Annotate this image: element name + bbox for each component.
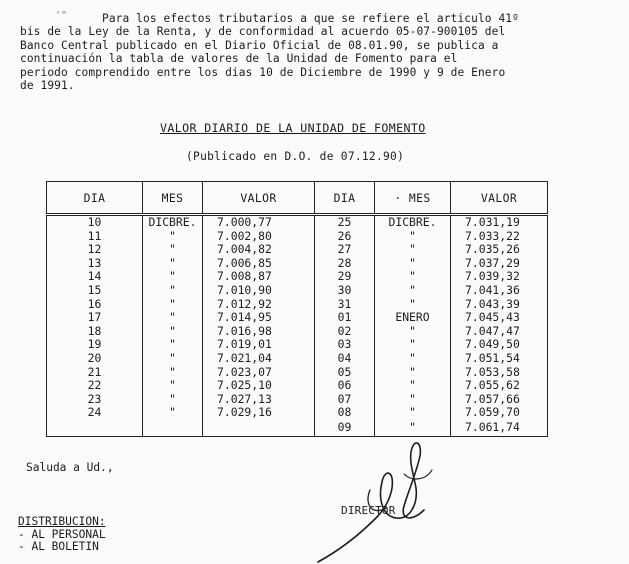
intro-line: continuación la tabla de valores de la Unidad de Fomento para el xyxy=(20,52,458,66)
cell-mes: " xyxy=(143,325,203,339)
cell-dia: 23 xyxy=(47,393,143,407)
table-row xyxy=(47,270,548,284)
header-valor: VALOR xyxy=(203,182,315,215)
cell-valor: 7.023,07 xyxy=(203,366,315,380)
cell-dia: 09 xyxy=(315,420,375,437)
cell-valor: 7.006,85 xyxy=(203,257,315,271)
table-row xyxy=(47,366,548,380)
table-row xyxy=(47,325,548,339)
cell-mes: " xyxy=(143,352,203,366)
distribution-item: - AL PERSONAL xyxy=(18,527,106,541)
cell-valor: 7.037,29 xyxy=(451,257,548,271)
cell-mes: " xyxy=(143,284,203,298)
cell-dia: 13 xyxy=(47,257,143,271)
table-row xyxy=(47,379,548,393)
cell-mes: DICBRE. xyxy=(375,215,451,230)
cell-dia: 05 xyxy=(315,366,375,380)
distribution-list xyxy=(18,516,106,554)
cell-valor: 7.004,82 xyxy=(203,243,315,257)
cell-dia: 15 xyxy=(47,284,143,298)
cell-mes: ENERO xyxy=(375,311,451,325)
cell-dia: 28 xyxy=(315,257,375,271)
cell-valor: 7.019,01 xyxy=(203,338,315,352)
cell-valor: 7.027,13 xyxy=(203,393,315,407)
table-row xyxy=(47,352,548,366)
cell-dia: 17 xyxy=(47,311,143,325)
cell-dia: 14 xyxy=(47,270,143,284)
cell-valor: 7.025,10 xyxy=(203,379,315,393)
cell-valor: 7.061,74 xyxy=(451,420,548,437)
table-row xyxy=(47,284,548,298)
table-row xyxy=(47,243,548,257)
cell-mes: " xyxy=(143,406,203,420)
cell-valor: 7.057,66 xyxy=(451,393,548,407)
cell-mes: " xyxy=(143,366,203,380)
cell-dia: 11 xyxy=(47,230,143,244)
cell-mes: " xyxy=(143,270,203,284)
cell-mes: " xyxy=(143,393,203,407)
signatory-title: DIRECTOR xyxy=(341,504,396,517)
cell-valor xyxy=(203,420,315,437)
cell-valor: 7.051,54 xyxy=(451,352,548,366)
cell-dia: 24 xyxy=(47,406,143,420)
cell-dia: 07 xyxy=(315,393,375,407)
table-row xyxy=(47,215,548,230)
intro-line: Para los efectos tributarios a que se refiere el articulo 41º xyxy=(102,12,519,25)
cell-dia: 21 xyxy=(47,366,143,380)
cell-dia: 12 xyxy=(47,243,143,257)
cell-mes: " xyxy=(375,379,451,393)
cell-valor: 7.031,19 xyxy=(451,215,548,230)
cell-valor: 7.059,70 xyxy=(451,406,548,420)
cell-mes: " xyxy=(143,298,203,312)
cell-mes: " xyxy=(375,393,451,407)
distribution-item: - AL BOLETIN xyxy=(18,540,99,554)
cell-mes: " xyxy=(375,338,451,352)
cell-dia: 04 xyxy=(315,352,375,366)
table-row xyxy=(47,257,548,271)
cell-valor: 7.002,80 xyxy=(203,230,315,244)
cell-dia: 30 xyxy=(315,284,375,298)
cell-mes: " xyxy=(375,298,451,312)
document-title: VALOR DIARIO DE LA UNIDAD DE FOMENTO xyxy=(160,121,426,135)
header-mes: · MES xyxy=(375,182,451,215)
cell-mes xyxy=(143,420,203,437)
cell-valor: 7.047,47 xyxy=(451,325,548,339)
cell-valor: 7.010,90 xyxy=(203,284,315,298)
header-dia: DIA xyxy=(47,182,143,215)
cell-mes: " xyxy=(375,325,451,339)
header-dia: DIA xyxy=(315,182,375,215)
cell-mes: " xyxy=(143,379,203,393)
cell-valor: 7.029,16 xyxy=(203,406,315,420)
cell-valor: 7.039,32 xyxy=(451,270,548,284)
distribution-heading: DISTRIBUCION: xyxy=(18,515,106,528)
cell-mes: " xyxy=(375,366,451,380)
cell-dia: 10 xyxy=(47,215,143,230)
intro-paragraph xyxy=(20,12,612,92)
cell-dia: 27 xyxy=(315,243,375,257)
cell-dia: 01 xyxy=(315,311,375,325)
cell-dia: 25 xyxy=(315,215,375,230)
cell-dia xyxy=(47,420,143,437)
cell-valor: 7.041,36 xyxy=(451,284,548,298)
cell-valor: 7.049,50 xyxy=(451,338,548,352)
cell-dia: 29 xyxy=(315,270,375,284)
cell-dia: 26 xyxy=(315,230,375,244)
cell-mes: " xyxy=(375,230,451,244)
cell-valor: 7.012,92 xyxy=(203,298,315,312)
cell-dia: 18 xyxy=(47,325,143,339)
uf-values-table xyxy=(46,181,548,437)
cell-valor: 7.000,77 xyxy=(203,215,315,230)
cell-dia: 22 xyxy=(47,379,143,393)
cell-valor: 7.021,04 xyxy=(203,352,315,366)
closing-salutation: Saluda a Ud., xyxy=(26,461,114,474)
cell-mes: " xyxy=(143,257,203,271)
cell-dia: 02 xyxy=(315,325,375,339)
cell-mes: " xyxy=(375,420,451,437)
table-row xyxy=(47,338,548,352)
document-subtitle: (Publicado en D.O. de 07.12.90) xyxy=(186,150,405,163)
cell-mes: " xyxy=(143,243,203,257)
cell-dia: 08 xyxy=(315,406,375,420)
header-mes: MES xyxy=(143,182,203,215)
intro-line: Banco Central publicado en el Diario Oficial de 08.01.90, se publica a xyxy=(20,38,499,52)
table-body xyxy=(47,215,548,437)
cell-dia: 03 xyxy=(315,338,375,352)
margin-mark: '" xyxy=(55,10,68,21)
cell-valor: 7.016,98 xyxy=(203,325,315,339)
cell-mes: " xyxy=(143,230,203,244)
intro-line: periodo comprendido entre los dias 10 de Diciembre de 1990 y 9 de Enero xyxy=(20,65,506,79)
cell-valor: 7.055,62 xyxy=(451,379,548,393)
cell-mes: " xyxy=(143,338,203,352)
header-valor: VALOR xyxy=(451,182,548,215)
cell-dia: 16 xyxy=(47,298,143,312)
table-row xyxy=(47,406,548,420)
cell-valor: 7.014,95 xyxy=(203,311,315,325)
cell-mes: " xyxy=(375,257,451,271)
cell-valor: 7.008,87 xyxy=(203,270,315,284)
cell-mes: " xyxy=(375,406,451,420)
cell-mes: " xyxy=(375,270,451,284)
cell-dia: 31 xyxy=(315,298,375,312)
cell-valor: 7.035,26 xyxy=(451,243,548,257)
cell-mes: " xyxy=(375,243,451,257)
intro-line: de 1991. xyxy=(20,79,75,93)
table-header-row xyxy=(47,182,548,215)
cell-mes: " xyxy=(143,311,203,325)
table-row xyxy=(47,393,548,407)
cell-valor: 7.043,39 xyxy=(451,298,548,312)
table-row xyxy=(47,420,548,437)
cell-mes: " xyxy=(375,352,451,366)
cell-mes: DICBRE. xyxy=(143,215,203,230)
table-row xyxy=(47,311,548,325)
cell-dia: 06 xyxy=(315,379,375,393)
cell-dia: 20 xyxy=(47,352,143,366)
handwritten-signature xyxy=(300,430,460,564)
cell-valor: 7.053,58 xyxy=(451,366,548,380)
cell-dia: 19 xyxy=(47,338,143,352)
table-row xyxy=(47,230,548,244)
cell-mes: " xyxy=(375,284,451,298)
table-row xyxy=(47,298,548,312)
intro-line: bis de la Ley de la Renta, y de conformidad al acuerdo 05-07-900105 del xyxy=(20,25,506,39)
cell-valor: 7.033,22 xyxy=(451,230,548,244)
cell-valor: 7.045,43 xyxy=(451,311,548,325)
